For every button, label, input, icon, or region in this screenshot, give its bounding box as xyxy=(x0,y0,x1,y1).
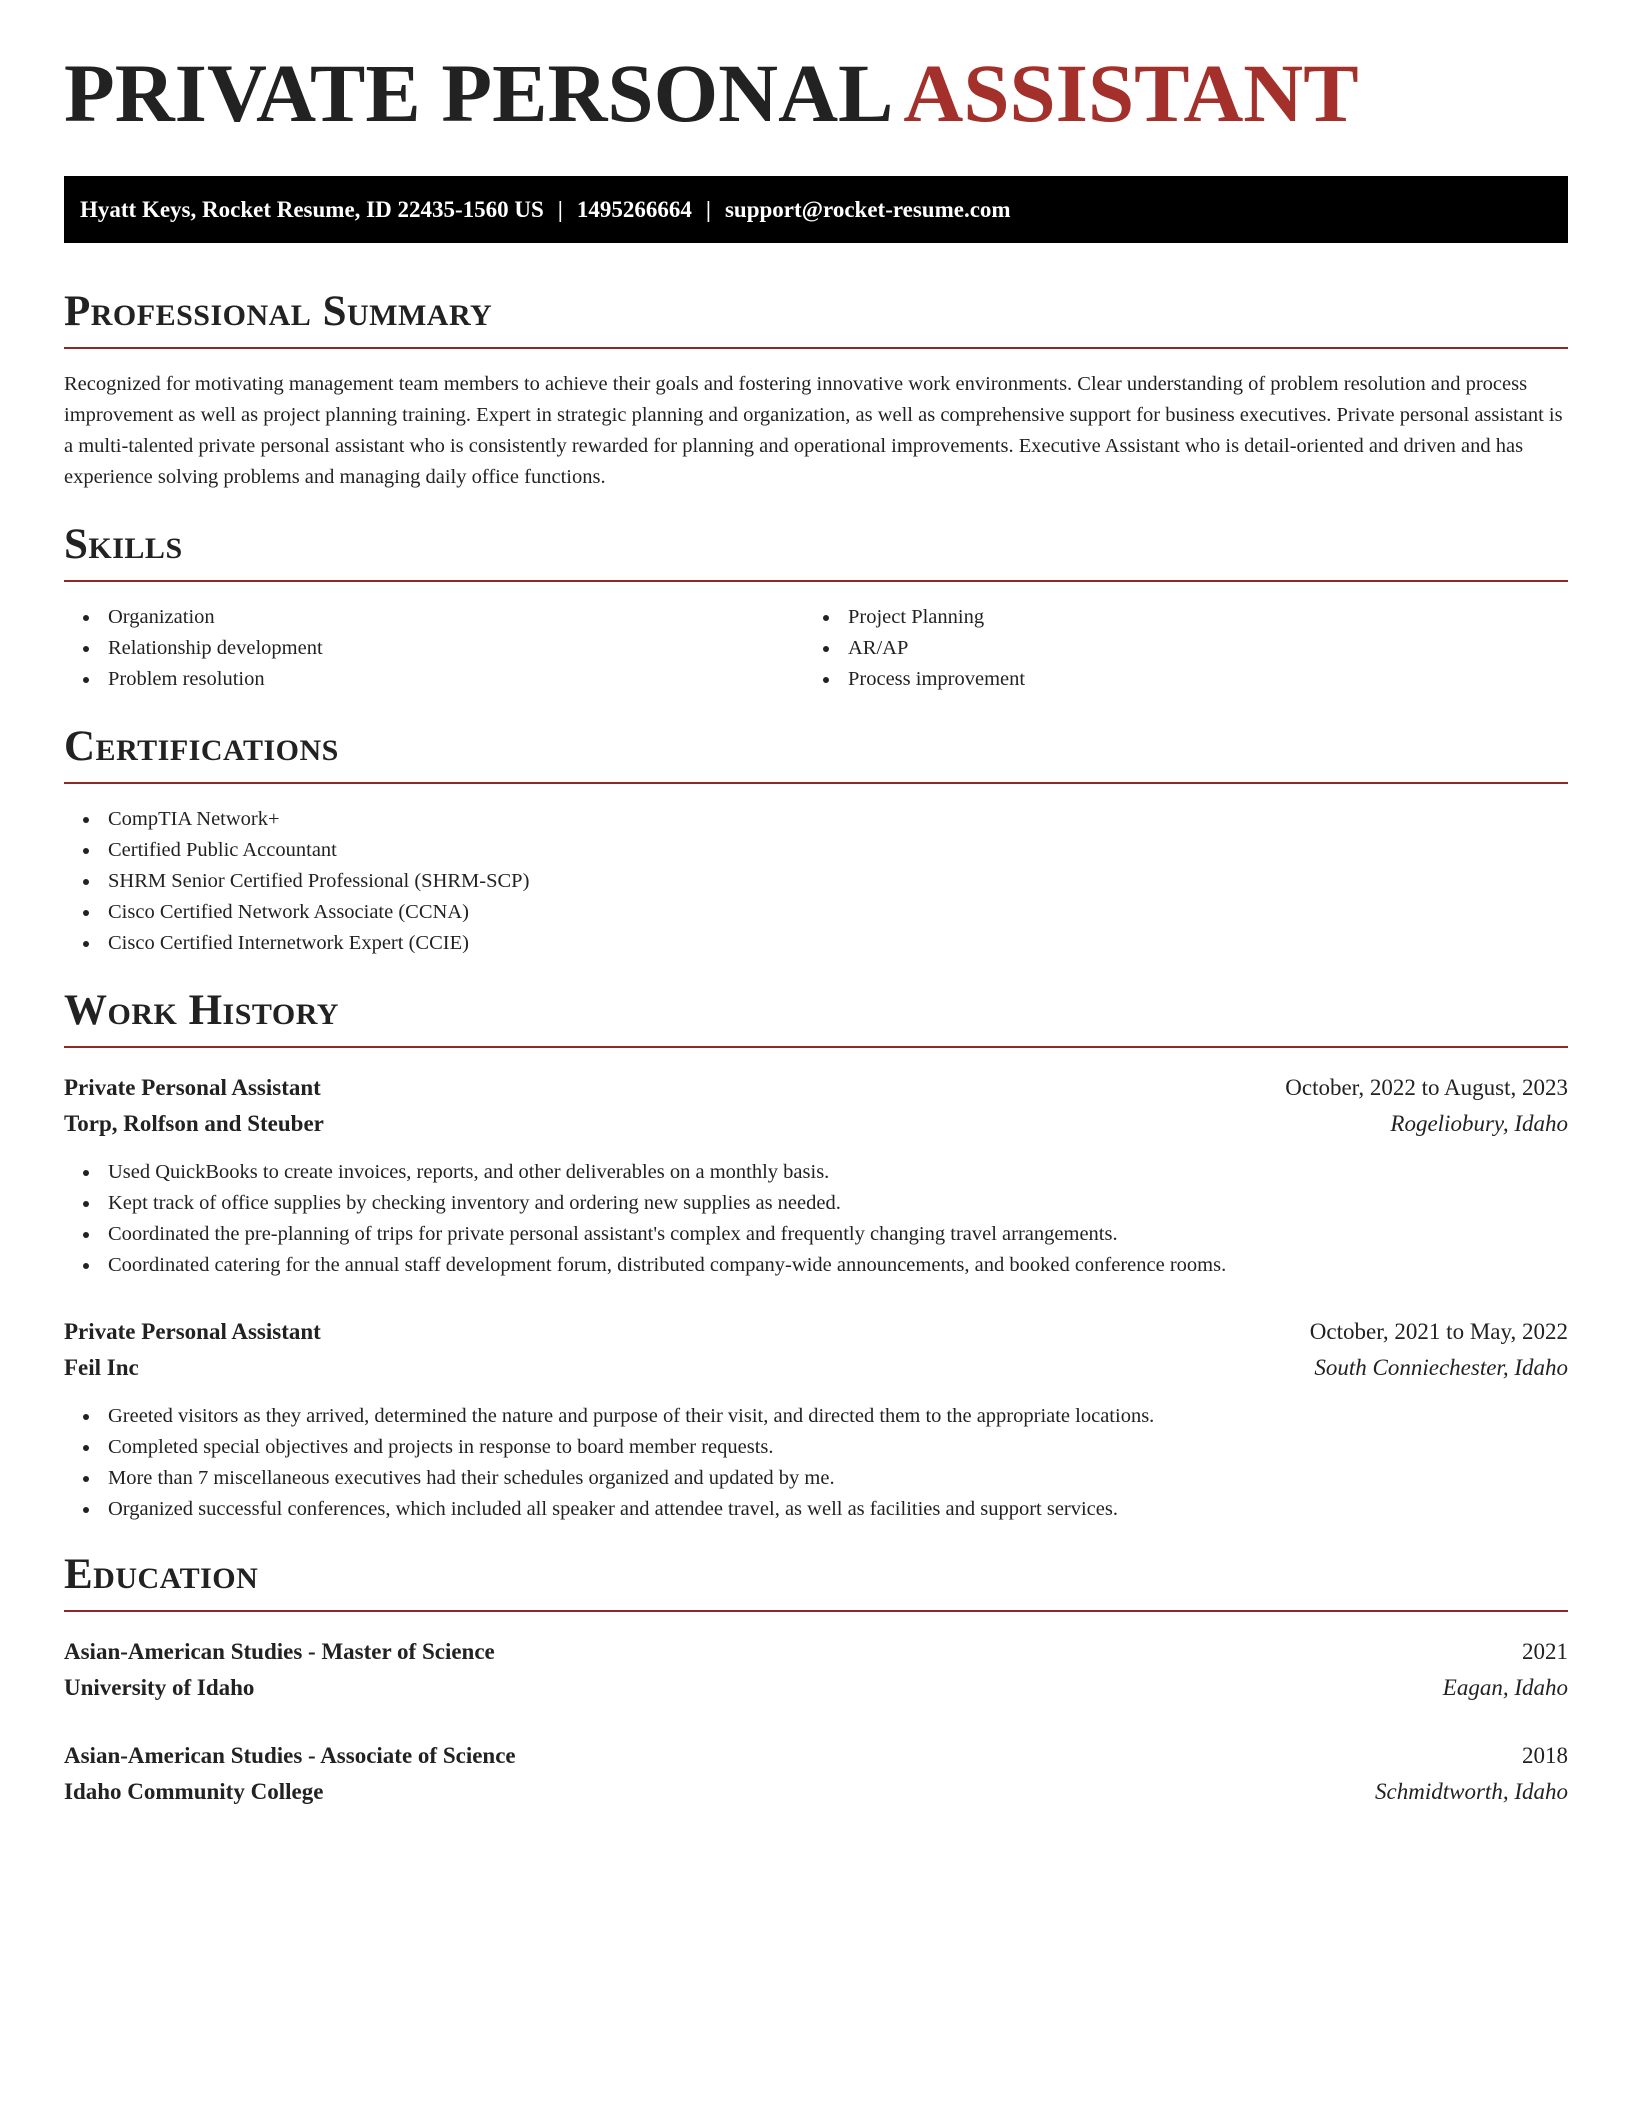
section-heading-education: Education xyxy=(64,1553,1568,1612)
education-year: 2018 xyxy=(1522,1743,1568,1768)
job-bullets xyxy=(64,1157,1568,1281)
skill-item: Organization xyxy=(108,602,808,633)
job-company: Torp, Rolfson and Steuber xyxy=(64,1111,324,1136)
skill-item: Project Planning xyxy=(848,602,1548,633)
education-school-row xyxy=(64,1774,1568,1810)
skill-item: Relationship development xyxy=(108,633,808,664)
job-company-row xyxy=(64,1106,1568,1142)
contact-phone: 1495266664 xyxy=(576,196,692,222)
section-heading-skills: Skills xyxy=(64,523,1568,582)
education-year: 2021 xyxy=(1522,1639,1568,1664)
job-bullet: Greeted visitors as they arrived, determined the nature and purpose of their visit, and directed them to the appropriate locations. xyxy=(108,1401,1568,1432)
summary-text: Recognized for motivating management team members to achieve their goals and fostering innovative work environments. Clear understanding of problem resolution and process improvement as well as project planning training. Expert in strategic planning and organization, as well as comprehensive support for business executives. Private personal assistant is a multi-talented private personal assistant who is consistently rewarded for planning and operational improvements. Executive Assistant who is detail-oriented and driven and has experience solving problems and managing daily office functions. xyxy=(64,373,1563,488)
certification-item: SHRM Senior Certified Professional (SHRM-SCP) xyxy=(108,866,1568,897)
job-bullet: Coordinated catering for the annual staff development forum, distributed company-wide announcements, and booked conference rooms. xyxy=(108,1250,1568,1281)
section-heading-work-history: Work History xyxy=(64,989,1568,1048)
job-title: Private Personal Assistant xyxy=(64,1075,321,1100)
section-heading-summary: Professional Summary xyxy=(64,290,1568,349)
job-bullets xyxy=(64,1401,1568,1525)
job-bullet: Used QuickBooks to create invoices, reports, and other deliverables on a monthly basis. xyxy=(108,1157,1568,1188)
title-first: PRIVATE PERSONAL xyxy=(64,47,894,139)
education-location: Schmidtworth, Idaho xyxy=(1375,1779,1568,1804)
skill-item: AR/AP xyxy=(848,633,1548,664)
job-title: Private Personal Assistant xyxy=(64,1319,321,1344)
certifications-list xyxy=(64,804,1568,959)
education-header-row xyxy=(64,1634,1568,1670)
contact-address: Hyatt Keys, Rocket Resume, ID 22435-1560 US xyxy=(80,196,544,222)
education-degree: Asian-American Studies - Master of Science xyxy=(64,1639,495,1664)
job-dates: October, 2022 to August, 2023 xyxy=(1285,1075,1568,1100)
contact-email: support@rocket-resume.com xyxy=(724,196,1011,222)
contact-bar xyxy=(64,176,1568,243)
job-bullet: More than 7 miscellaneous executives had their schedules organized and updated by me. xyxy=(108,1463,1568,1494)
contact-separator: | xyxy=(557,196,563,222)
education-header-row xyxy=(64,1738,1568,1774)
job-location: Rogeliobury, Idaho xyxy=(1390,1111,1568,1136)
education-degree: Asian-American Studies - Associate of Science xyxy=(64,1743,516,1768)
skill-item: Problem resolution xyxy=(108,664,808,695)
job-header-row xyxy=(64,1314,1568,1350)
job-location: South Conniechester, Idaho xyxy=(1314,1355,1568,1380)
job-company-row xyxy=(64,1350,1568,1386)
job-bullet: Organized successful conferences, which included all speaker and attendee travel, as well as facilities and support services. xyxy=(108,1494,1568,1525)
contact-separator: | xyxy=(705,196,711,222)
section-heading-certifications: Certifications xyxy=(64,725,1568,784)
certification-item: CompTIA Network+ xyxy=(108,804,1568,835)
education-school: Idaho Community College xyxy=(64,1779,324,1804)
job-company: Feil Inc xyxy=(64,1355,139,1380)
job-bullet: Completed special objectives and projects in response to board member requests. xyxy=(108,1432,1568,1463)
certification-item: Certified Public Accountant xyxy=(108,835,1568,866)
certification-item: Cisco Certified Network Associate (CCNA) xyxy=(108,897,1568,928)
resume-title xyxy=(64,47,1359,139)
title-last: ASSISTANT xyxy=(903,47,1359,139)
skill-item: Process improvement xyxy=(848,664,1548,695)
certification-item: Cisco Certified Internetwork Expert (CCIE) xyxy=(108,928,1568,959)
job-bullet: Coordinated the pre-planning of trips for private personal assistant's complex and frequently changing travel arrangements. xyxy=(108,1219,1568,1250)
job-dates: October, 2021 to May, 2022 xyxy=(1309,1319,1568,1344)
skills-list-left xyxy=(64,602,808,695)
education-location: Eagan, Idaho xyxy=(1442,1675,1568,1700)
education-school-row xyxy=(64,1670,1568,1706)
education-school: University of Idaho xyxy=(64,1675,255,1700)
job-bullet: Kept track of office supplies by checking inventory and ordering new supplies as needed. xyxy=(108,1188,1568,1219)
skills-list-right xyxy=(804,602,1548,695)
job-header-row xyxy=(64,1070,1568,1106)
